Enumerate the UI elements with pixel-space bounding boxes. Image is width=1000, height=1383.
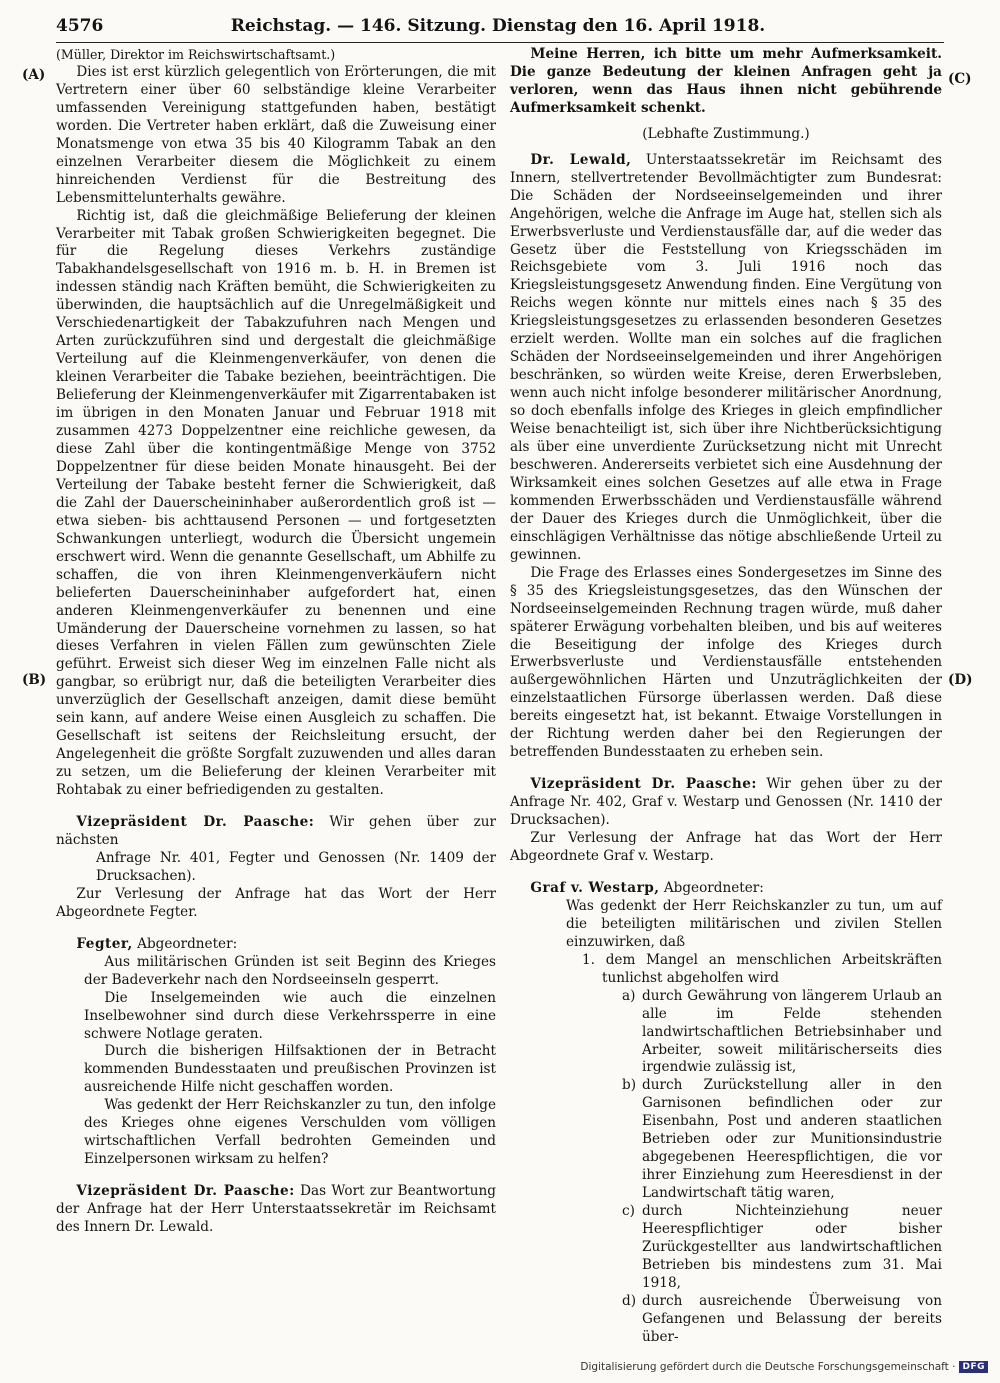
margin-mark-b: (B) — [22, 672, 47, 688]
page-number: 4576 — [56, 16, 104, 36]
paragraph: Dr. Lewald, Unterstaatssekretär im Reichsamt des Innern, stellvertretender Bevollmächtigter zum Bundesrat: Die Schäden der Nordseeinselgemeinden und ihrer Angehörigen, welche die Anfrage im Auge hat, stellen sich als Erwerbsverluste und Verdienstausfälle dar, auf die weder das Gesetz über die Feststellung von Kriegsschäden im Reichsgebiete vom 3. Juli 1916 noch das Kriegsleistungsgesetz Anwendung finden. Eine Vergütung von Reichs wegen könnte nur mittels eines nach § 35 des Kriegsleistungsgesetzes zu erlassenden besonderen Gesetzes erzielt werden. Wollte man ein solches auf die fraglichen Schäden der Nordseeinselgemeinden und ihrer Angehörigen beschränken, so würden weite Kreise, deren Erwerbsleben, wenn auch nicht infolge besonderer militärischer Anordnung, so doch ebenfalls infolge des Krieges in gleich empfindlicher Weise benachteiligt ist, sich über ihre Nichtberücksichtigung als über eine unverdiente Zurücksetzung nicht mit Unrecht beschweren. Andererseits verbietet sich eine Ausdehnung der Wirksamkeit eines solchen Gesetzes auf alle etwa in Frage kommenden Erwerbsschäden und Verdienstausfälle während der Dauer des Krieges durch die Unmöglichkeit, über die einschlägigen Verhältnisse das nötige abschließende Urteil zu gewinnen. — [510, 151, 942, 563]
paragraph: Richtig ist, daß die gleichmäßige Belieferung der kleinen Verarbeiter mit Tabak großen Schwierigkeiten begegnet. Die für die Regelung dieses Verkehrs zuständige Tabakhandelsgesellschaft von 1916 m. b. H. in Bremen ist indessen ständig nach Kräften bemüht, die Schwierigkeiten zu überwinden, die hauptsächlich auf die Unregelmäßigkeit und Verschiedenartigkeit der Tabakzufuhren nach Mengen und Arten zurückzuführen sind und dergestalt die gleichmäßige Verteilung auf die Kleinmengenverkäufer, von denen die kleinen Verarbeiter die Tabake beziehen, beeinträchtigen. Die Belieferung der Kleinmengenverkäufer mit Zigarrentabaken ist im übrigen in den Monaten Januar und Februar 1918 mit zusammen 4273 Doppelzentner eine reichliche gewesen, da diese Zahl über die kontingentmäßige Menge von 3752 Doppelzentner für diese beiden Monate hinausgeht. Bei der Verteilung der Tabake besteht ferner die Schwierigkeit, daß die Zahl der Dauerscheininhaber außerordentlich groß ist — etwa sieben- bis achttausend Personen — und fortgesetzten Schwankungen unterliegt, wodurch die Übersicht ungemein erschwert wird. Wenn die genannte Gesellschaft, um Abhilfe zu schaffen, die von ihren Kleinmengenverkäufern nicht belieferten Dauerscheininhaber aufgefordert hat, einen anderen Kleinmengenverkäufer zu benennen und eine Umänderung der Dauerscheine vornehmen zu lassen, so hat dieses Verfahren in vielen Fällen zum gewünschten Ziele geführt. Erweist sich dieser Weg im einzelnen Falle nicht als gangbar, so erübrigt nur, daß die beteiligten Verarbeiter dies unverzüglich der Gesellschaft anzeigen, damit diese bemüht sein kann, auf andere Weise einen Ausgleich zu schaffen. Die Gesellschaft ist seitens der Reichsleitung ersucht, der Angelegenheit die größte Sorgfalt zuzuwenden und alles daran zu setzen, um die Belieferung der kleinen Verarbeiter mit Rohtabak zu einer befriedigenden zu gestalten. — [56, 207, 496, 799]
speaker-name: Vizepräsident Dr. Paasche: — [76, 1183, 295, 1200]
paragraph: Dies ist erst kürzlich gelegentlich von Erörterungen, die mit Vertretern einer über 60 selbständige kleine Verarbeiter umfassenden Vereinigung stattgefunden haben, bestätigt worden. Die Vertreter haben erklärt, daß die Zuweisung einer Monatsmenge von etwa 35 bis 40 Kilogramm Tabak an den einzelnen Verarbeiter diesem die Möglichkeit zu einem hinreichenden Verdienst für die Bestreitung des Lebensmittelunterhalts gewähre. — [56, 63, 496, 206]
footer-text: Digitalisierung gefördert durch die Deutsche Forschungsgemeinschaft · — [580, 1361, 956, 1373]
paragraph: Vizepräsident Dr. Paasche: Wir gehen über zur nächsten — [56, 814, 496, 848]
dfg-logo: DFG — [959, 1361, 988, 1373]
paragraph: Was gedenkt der Herr Reichskanzler zu tun, um auf die beteiligten militärischen und zivilen Stellen einzuwirken, daß — [566, 897, 942, 950]
inquiry-reference: Anfrage Nr. 401, Fegter und Genossen (Nr. 1409 der Drucksachen). — [96, 849, 496, 884]
margin-mark-d: (D) — [948, 672, 973, 688]
paragraph: Die Inselgemeinden wie auch die einzelnen Inselbewohner sind durch diese Verkehrssperre in eine schwere Notlage geraten. — [84, 989, 496, 1042]
speaker-name: Vizepräsident Dr. Paasche: — [530, 776, 757, 793]
speaker-note: (Müller, Direktor im Reichswirtschaftsamt.) — [56, 47, 336, 62]
header-rule — [56, 42, 944, 43]
speaker-name: Vizepräsident Dr. Paasche: — [76, 814, 315, 831]
inquiry-list — [510, 952, 942, 1347]
paragraph: Vizepräsident Dr. Paasche: Wir gehen über zu der Anfrage Nr. 402, Graf v. Westarp und Genossen (Nr. 1410 der Drucksachen). — [510, 776, 943, 829]
list-item: a) durch Gewährung von längerem Urlaub an alle im Felde stehenden landwirtschaftlichen Betriebsinhaber und Arbeiter, soweit militärischerseits dies irgendwie zulässig ist, — [622, 987, 942, 1076]
right-column — [510, 46, 942, 1347]
paragraph: Aus militärischen Gründen ist seit Beginn des Krieges der Badeverkehr nach den Nordseeinseln gesperrt. — [84, 953, 496, 988]
left-column — [56, 46, 496, 1237]
paragraph: Durch die bisherigen Hilfsaktionen der in Betracht kommenden Bundesstaaten und preußischen Provinzen ist ausreichende Hilfe nicht geschaffen worden. — [84, 1043, 496, 1096]
paragraph: Meine Herren, ich bitte um mehr Aufmerksamkeit. Die ganze Bedeutung der kleinen Anfragen geht ja verloren, wenn das Haus ihnen nicht gebührende Aufmerksamkeit schenkt. — [510, 46, 942, 116]
speaker-name: Dr. Lewald, — [530, 151, 632, 168]
footer-credit — [580, 1361, 988, 1373]
speaker-name: Graf v. Westarp, — [530, 879, 660, 896]
paragraph: Zur Verlesung der Anfrage hat das Wort der Herr Abgeordnete Graf v. Westarp. — [510, 830, 942, 864]
list-item: 1. dem Mangel an menschlichen Arbeitskräften tunlichst abgeholfen wird — [582, 951, 942, 986]
paragraph: Graf v. Westarp, Abgeordneter: — [530, 879, 764, 896]
paragraph: Fegter, Abgeordneter: — [76, 935, 238, 952]
interjection: (Lebhafte Zustimmung.) — [642, 125, 810, 142]
paragraph: Vizepräsident Dr. Paasche: Das Wort zur Beantwortung der Anfrage hat der Herr Unterstaatssekretär im Reichsamt des Innern Dr. Lewald. — [56, 1183, 496, 1236]
speaker-name: Fegter, — [76, 935, 133, 952]
list-item: c) durch Nichteinziehung neuer Heerespflichtiger oder bisher Zurückgestellter aus landwirtschaftlichen Betrieben bis mindestens zum 31. Mai 1918, — [622, 1203, 942, 1291]
paragraph: Zur Verlesung der Anfrage hat das Wort der Herr Abgeordnete Fegter. — [56, 885, 496, 920]
running-title: Reichstag. — 146. Sitzung. Dienstag den 16. April 1918. — [230, 16, 766, 36]
list-item: d) durch ausreichende Überweisung von Gefangenen und Belassung der bereits über- — [622, 1292, 942, 1345]
paragraph: Die Frage des Erlasses eines Sondergesetzes im Sinne des § 35 des Kriegsleistungsgesetzes, das den Wünschen der Nordseeinselgemeinden Rechnung tragen würde, muß daher späterer Erwägung vorbehalten bleiben, und bis auf weiteres die Beseitigung der infolge des Krieges durch Erwerbsverluste und Verdienstausfälle entstehenden außergewöhnlichen Härten und Unzuträglichkeiten der einzelstaatlichen Fürsorge überlassen werden. Daß diese bereits eingesetzt hat, ist bekannt. Etwaige Vorstellungen in der Richtung werden daher bei den Regierungen der betreffenden Bundesstaaten zu erheben sein. — [510, 564, 942, 761]
page-header — [56, 16, 940, 42]
margin-mark-a: (A) — [22, 67, 46, 83]
margin-mark-c: (C) — [948, 71, 972, 87]
list-item: b) durch Zurückstellung aller in den Garnisonen befindlichen oder zur Eisenbahn, Post und anderen staatlichen Betrieben oder zur Munitionsindustrie abgegebenen Heerespflichtigen, die vor ihrer Einziehung zum Heeresdienst in der Landwirtschaft tätig waren, — [622, 1077, 942, 1202]
paragraph: Was gedenkt der Herr Reichskanzler zu tun, den infolge des Krieges ohne eigenes Verschulden vom völligen wirtschaftlichen Verfall bedrohten Gemeinden und Einzelpersonen wirksam zu helfen? — [84, 1097, 496, 1168]
